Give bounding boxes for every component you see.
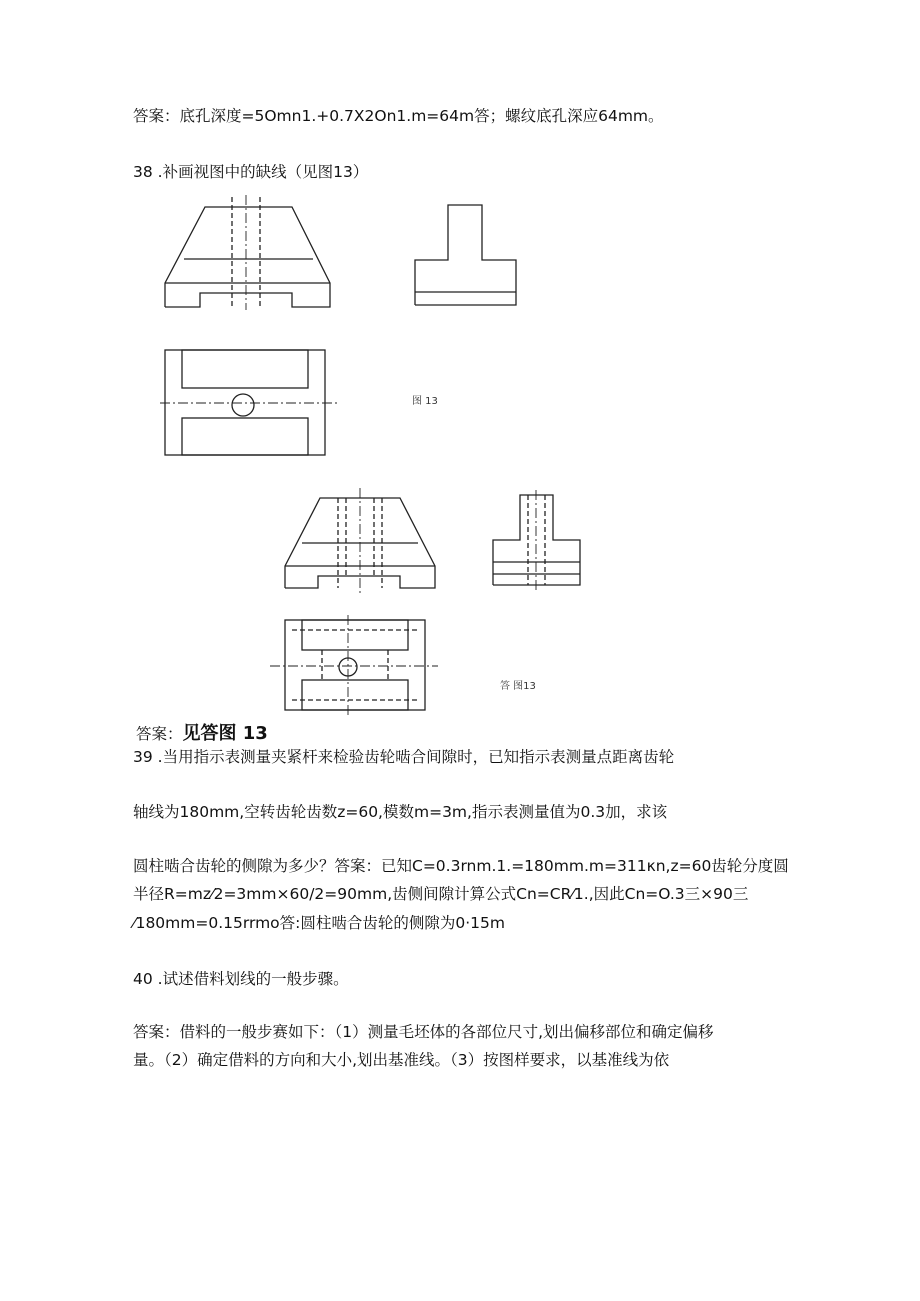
question-39-line-2: 轴线为180mm,空转齿轮齿数z=60,模数m=3m,指示表测量值为0.3加，求该 [133, 803, 668, 821]
answer-figure-13-side-view [488, 490, 588, 595]
answer-figure-13-front-view [280, 488, 440, 593]
answer-38 [136, 719, 268, 745]
question-39-line-4: 半径R=mz⁄2=3mm×60/2=90mm,齿侧间隙计算公式Cn=CR⁄1.,因此Cn=O.3三×90三 [133, 885, 749, 903]
answer-40-line-1: 答案：借料的一般步赛如下：（1）测量毛坯体的各部位尺寸,划出偏移部位和确定偏移 [133, 1023, 714, 1041]
figure-13-front-view [160, 195, 335, 310]
question-40: 40 .试述借料划线的一般步骤。 [133, 970, 349, 988]
figure-13-top-view [160, 345, 340, 460]
question-39-line-1: 39 .当用指示表测量夹紧杆来检验齿轮啮合间隙时，已知指示表测量点距离齿轮 [133, 748, 675, 766]
answer-38-label: 见答图 13 [182, 723, 268, 744]
answer-40-line-2: 量。（2）确定借料的方向和大小,划出基准线。（3）按图样要求，以基准线为依 [133, 1051, 670, 1069]
answer-37: 答案：底孔深度=5Omn1.+0.7X2On1.m=64m答；螺纹底孔深应64mm。 [133, 107, 664, 125]
figure-13-side-view [410, 200, 520, 310]
question-39-line-3: 圆柱啮合齿轮的侧隙为多少？答案：已知C=0.3rnm.1.=180mm.m=311κn,z=60齿轮分度圆 [133, 857, 789, 875]
figure-13-caption: 图 13 [412, 396, 438, 407]
answer-figure-13-top-view [270, 615, 440, 715]
question-39-line-5: ⁄180mm=0.15rrmo答:圆柱啮合齿轮的侧隙为0·15m [133, 914, 505, 932]
answer-38-prefix: 答案： [136, 725, 183, 743]
answer-figure-13-caption: 答 图13 [500, 681, 536, 692]
question-38: 38 .补画视图中的缺线（见图13） [133, 163, 369, 181]
